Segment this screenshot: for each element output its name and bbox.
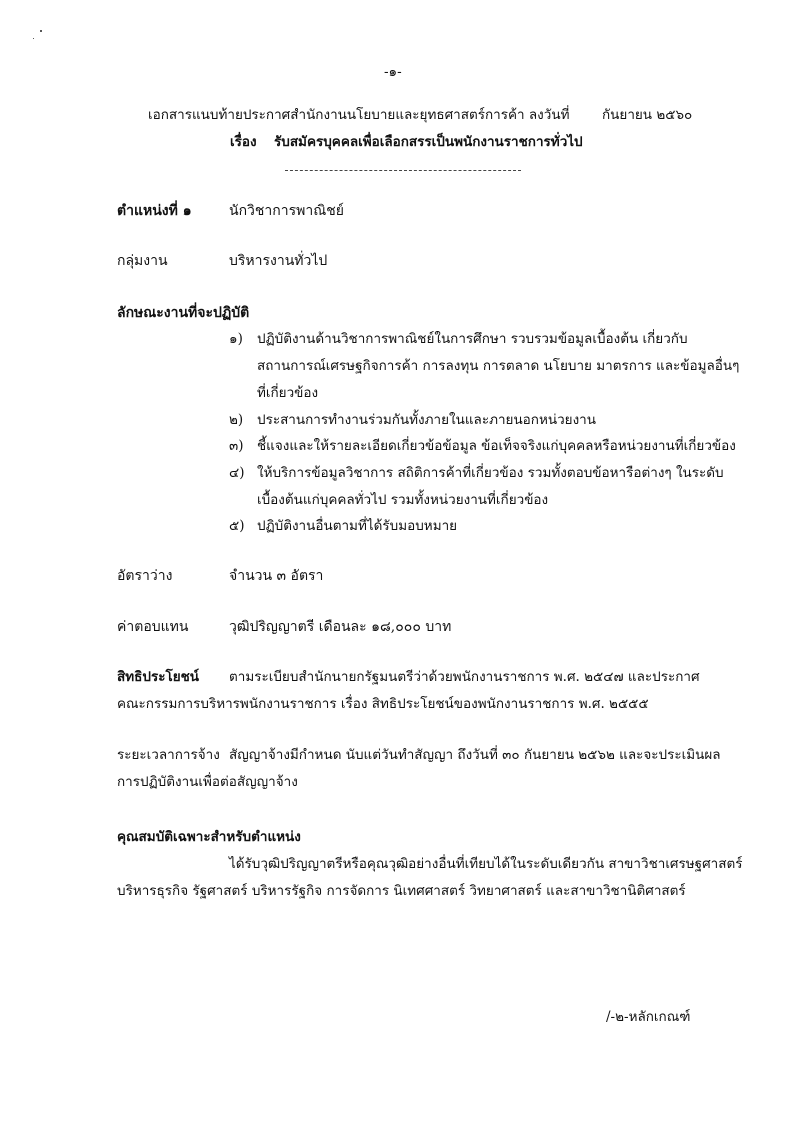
header-date: กันยายน ๒๕๖๐	[602, 107, 693, 123]
duty-number: ๑)	[229, 331, 243, 347]
qualifications-text: ได้รับวุฒิปริญญาตรีหรือคุณวุฒิอย่างอื่นที่เทียบได้ในระดับเดียวกัน สาขาวิชาเศรษฐศาสตร์	[229, 856, 743, 872]
duty-text: ที่เกี่ยวข้อง	[257, 385, 319, 401]
duty-text: เบื้องต้นแก่บุคคลทั่วไป รวมทั้งหน่วยงานที่เกี่ยวข้อง	[257, 492, 549, 508]
page-number: -๑-	[384, 64, 402, 80]
benefits-label: สิทธิประโยชน์	[117, 669, 200, 685]
subject-title: รับสมัครบุคคลเพื่อเลือกสรรเป็นพนักงานราชการทั่วไป	[274, 134, 583, 150]
scan-speck	[33, 38, 34, 39]
scan-speck	[40, 30, 42, 32]
position-value: นักวิชาการพาณิชย์	[229, 203, 344, 219]
duty-text: ปฏิบัติงานด้านวิชาการพาณิชย์ในการศึกษา รวบรวมข้อมูลเบื้องต้น เกี่ยวกับ	[257, 331, 688, 347]
compensation-label: ค่าตอบแทน	[117, 619, 189, 635]
vacancy-label: อัตราว่าง	[117, 568, 173, 584]
duty-text: ให้บริการข้อมูลวิชาการ สถิติการค้าที่เกี่ยวข้อง รวมทั้งตอบข้อหารือต่างๆ ในระดับ	[257, 465, 724, 481]
vacancy-value: จำนวน ๓ อัตรา	[229, 568, 324, 584]
group-value: บริหารงานทั่วไป	[229, 253, 328, 269]
position-label: ตำแหน่งที่ ๑	[117, 203, 192, 219]
subject-label: เรื่อง	[230, 134, 257, 150]
duty-number: ๕)	[229, 518, 245, 534]
qualifications-text: บริหารธุรกิจ รัฐศาสตร์ บริหารรัฐกิจ การจัดการ นิเทศศาสตร์ วิทยาศาสตร์ และสาขาวิชานิติศาสตร์	[117, 883, 686, 899]
group-label: กลุ่มงาน	[117, 253, 168, 269]
duty-text: ปฏิบัติงานอื่นตามที่ได้รับมอบหมาย	[257, 518, 458, 534]
duty-number: ๒)	[229, 412, 244, 428]
duty-number: ๓)	[229, 438, 244, 454]
compensation-value: วุฒิปริญญาตรี เดือนละ ๑๘,๐๐๐ บาท	[229, 619, 452, 635]
term-label: ระยะเวลาการจ้าง	[117, 747, 220, 763]
term-text: สัญญาจ้างมีกำหนด นับแต่วันทำสัญญา ถึงวันที่ ๓๐ กันยายน ๒๕๖๒ และจะประเมินผล	[229, 747, 721, 763]
header-line: เอกสารแนบท้ายประกาศสำนักงานนโยบายและยุทธศาสตร์การค้า ลงวันที่	[148, 107, 570, 123]
benefits-text: ตามระเบียบสำนักนายกรัฐมนตรีว่าด้วยพนักงานราชการ พ.ศ. ๒๕๔๗ และประกาศ	[229, 669, 700, 685]
duty-text: สถานการณ์เศรษฐกิจการค้า การลงทุน การตลาด นโยบาย มาตรการ และข้อมูลอื่นๆ	[257, 358, 740, 374]
qualifications-label: คุณสมบัติเฉพาะสำหรับตำแหน่ง	[117, 829, 301, 845]
duties-label: ลักษณะงานที่จะปฏิบัติ	[117, 305, 250, 321]
term-text: การปฏิบัติงานเพื่อต่อสัญญาจ้าง	[117, 774, 298, 790]
header-divider	[285, 170, 521, 171]
duty-number: ๔)	[229, 465, 245, 481]
duty-text: ประสานการทำงานร่วมกันทั้งภายในและภายนอกหน่วยงาน	[257, 412, 596, 428]
duty-text: ชี้แจงและให้รายละเอียดเกี่ยวข้อข้อมูล ข้อเท็จจริงแก่บุคคลหรือหน่วยงานที่เกี่ยวข้อง	[257, 438, 736, 454]
continuation-note: /-๒-หลักเกณฑ์	[606, 1009, 691, 1025]
benefits-text: คณะกรรมการบริหารพนักงานราชการ เรื่อง สิทธิประโยชน์ของพนักงานราชการ พ.ศ. ๒๕๕๕	[117, 696, 649, 712]
